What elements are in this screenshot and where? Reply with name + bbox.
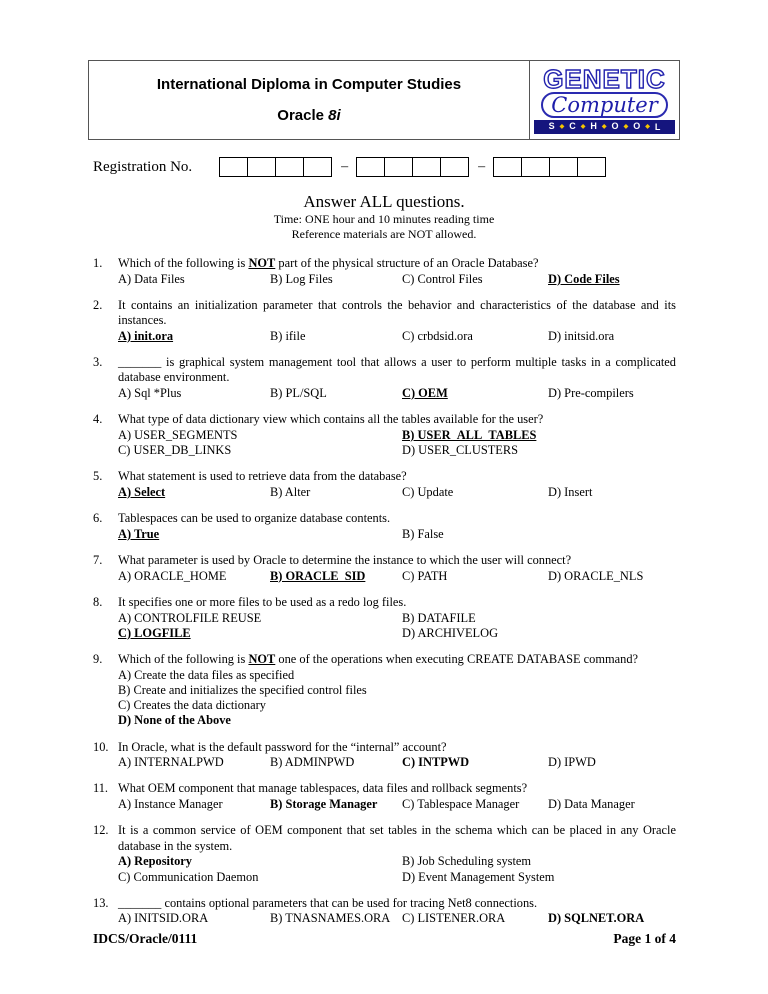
instruction-main: Answer ALL questions. (303, 192, 465, 211)
question-number: 1. (93, 256, 103, 270)
question-text: It specifies one or more files to be used as a redo log files. (118, 594, 407, 609)
option-a: A) Select (118, 484, 166, 499)
options (118, 911, 676, 926)
question-number: 4. (93, 412, 103, 427)
registration-cell (493, 157, 522, 177)
header-box (88, 60, 680, 140)
question-text: It contains an initialization parameter that controls the behavior and characteristics of the database and its instances. (118, 297, 676, 328)
option-c: C) OEM (402, 385, 448, 400)
option-d: D) Data Manager (548, 797, 635, 812)
course-title: Oracle 8i (277, 107, 341, 124)
question-9 (93, 652, 676, 729)
options (118, 272, 676, 287)
question-number: 8. (93, 594, 103, 609)
question-8 (93, 595, 676, 641)
option-d: D) ARCHIVELOG (402, 625, 499, 640)
option-c: C) Communication Daemon (118, 869, 259, 884)
option-a: A) Data Files (118, 271, 185, 286)
school-logo (529, 61, 679, 139)
registration-cell (412, 157, 441, 177)
question-text: Which of the following is NOT one of the operations when executing CREATE DATABASE command? (118, 652, 639, 667)
option-d: D) Event Management System (402, 869, 555, 884)
question-number: 12. (93, 823, 109, 838)
registration-dash: – (478, 159, 486, 174)
option-b: B) PL/SQL (270, 385, 327, 400)
option-a: A) ORACLE_HOME (118, 568, 227, 583)
instruction-time: Time: ONE hour and 10 minutes reading time (273, 212, 495, 226)
question-number: 10. (93, 739, 109, 754)
question-7 (93, 553, 676, 584)
option-c: C) INTPWD (402, 755, 470, 770)
page-number: Page 1 of 4 (613, 931, 676, 946)
option-a: A) Create the data files as specified (118, 667, 295, 682)
registration-cell (247, 157, 276, 177)
option-b: B) Storage Manager (270, 797, 378, 812)
question-number: 3. (93, 355, 103, 370)
options (118, 428, 676, 458)
option-a: A) INTERNALPWD (118, 755, 224, 770)
question-1 (93, 256, 676, 287)
options (118, 797, 676, 812)
options (118, 386, 676, 401)
option-c: C) LOGFILE (118, 625, 191, 640)
question-text: Which of the following is NOT part of the physical structure of an Oracle Database? (118, 256, 539, 270)
options (118, 668, 676, 729)
question-text: What type of data dictionary view which contains all the tables available for the user? (118, 412, 544, 427)
option-a: A) Repository (118, 854, 192, 869)
option-c: C) USER_DB_LINKS (118, 443, 232, 458)
options (118, 329, 676, 344)
option-b: B) Alter (270, 484, 311, 499)
registration-cell (521, 157, 550, 177)
question-number: 9. (93, 652, 103, 667)
option-c: C) crbdsid.ora (402, 328, 473, 343)
registration-cell (577, 157, 606, 177)
option-c: C) Tablespace Manager (402, 797, 520, 812)
option-b: B) Create and initializes the specified control files (118, 682, 367, 697)
option-c: C) Creates the data dictionary (118, 698, 266, 713)
registration-cell (549, 157, 578, 177)
question-text: What statement is used to retrieve data from the database? (118, 469, 407, 484)
option-b: B) USER_ALL_TABLES (402, 427, 537, 442)
option-c: C) LISTENER.ORA (402, 911, 506, 926)
question-text: Tablespaces can be used to organize database contents. (118, 511, 391, 526)
question-list (93, 256, 676, 927)
logo-school-bar: S ◆ C ◆ H ◆ O ◆ O ◆ L (534, 120, 675, 134)
option-d: D) Insert (548, 484, 593, 499)
options (118, 527, 676, 542)
registration-dash: – (341, 159, 349, 174)
option-a: A) CONTROLFILE REUSE (118, 610, 262, 625)
instruction-materials: Reference materials are NOT allowed. (291, 227, 477, 241)
question-5 (93, 469, 676, 500)
question-number: 13. (93, 895, 109, 910)
option-d: D) Code Files (548, 271, 620, 286)
question-text: What parameter is used by Oracle to determine the instance to which the user will connect? (118, 553, 572, 568)
option-d: D) Pre-compilers (548, 385, 634, 400)
option-a: A) True (118, 526, 160, 541)
question-text: _______ contains optional parameters that can be used for tracing Net8 connections. (118, 895, 538, 910)
header-titles (89, 61, 529, 139)
question-12 (93, 823, 676, 884)
option-a: A) init.ora (118, 328, 174, 343)
options (118, 755, 676, 770)
instructions (0, 192, 768, 242)
question-number: 5. (93, 469, 103, 484)
registration-boxes (220, 157, 606, 177)
option-b: B) Job Scheduling system (402, 854, 532, 869)
question-number: 6. (93, 511, 103, 526)
option-a: A) USER_SEGMENTS (118, 427, 238, 442)
option-b: B) ORACLE_SID (270, 568, 366, 583)
option-b: B) ifile (270, 328, 306, 343)
option-a: A) INITSID.ORA (118, 911, 209, 926)
logo-script-word: Computer (541, 92, 668, 118)
question-number: 11. (93, 781, 109, 796)
question-4 (93, 412, 676, 458)
option-c: C) PATH (402, 568, 448, 583)
registration-cell (440, 157, 469, 177)
question-text: What OEM component that manage tablespaces, data files and rollback segments? (118, 781, 528, 796)
question-6 (93, 511, 676, 542)
option-b: B) DATAFILE (402, 610, 476, 625)
option-b: B) ADMINPWD (270, 755, 355, 770)
logo-wordmark: GENETIC (543, 63, 666, 94)
page-footer (93, 931, 676, 947)
question-10 (93, 740, 676, 771)
question-13 (93, 896, 676, 927)
document-code: IDCS/Oracle/0111 (93, 931, 198, 946)
option-d: D) initsid.ora (548, 328, 615, 343)
option-b: B) False (402, 526, 444, 541)
registration-row (93, 156, 768, 178)
option-a: A) Sql *Plus (118, 385, 182, 400)
exam-title: International Diploma in Computer Studies (156, 76, 462, 93)
question-text: It is a common service of OEM component that set tables in the schema which can be placed in any Oracle database in the system. (118, 823, 676, 853)
option-c: C) Control Files (402, 271, 483, 286)
registration-label: Registration No. (93, 158, 193, 175)
registration-cell (356, 157, 385, 177)
question-number: 7. (93, 553, 103, 568)
option-a: A) Instance Manager (118, 797, 223, 812)
question-text: In Oracle, what is the default password for the “internal” account? (118, 739, 447, 754)
options (118, 569, 676, 584)
option-d: D) ORACLE_NLS (548, 568, 644, 583)
options (118, 611, 676, 641)
option-c: C) Update (402, 484, 454, 499)
options (118, 485, 676, 500)
question-3 (93, 355, 676, 401)
question-text: _______ is graphical system management tool that allows a user to perform multiple tasks in a complicated database environment. (118, 355, 676, 385)
option-b: B) TNASNAMES.ORA (270, 911, 391, 926)
option-d: D) SQLNET.ORA (548, 911, 645, 926)
question-number: 2. (93, 297, 103, 312)
option-b: B) Log Files (270, 271, 333, 286)
option-d: D) USER_CLUSTERS (402, 443, 519, 458)
option-d: D) None of the Above (118, 713, 231, 728)
registration-cell (384, 157, 413, 177)
registration-cell (303, 157, 332, 177)
registration-cell (275, 157, 304, 177)
question-11 (93, 781, 676, 812)
registration-cell (219, 157, 248, 177)
options (118, 854, 676, 884)
question-2 (93, 298, 676, 344)
option-d: D) IPWD (548, 755, 596, 770)
